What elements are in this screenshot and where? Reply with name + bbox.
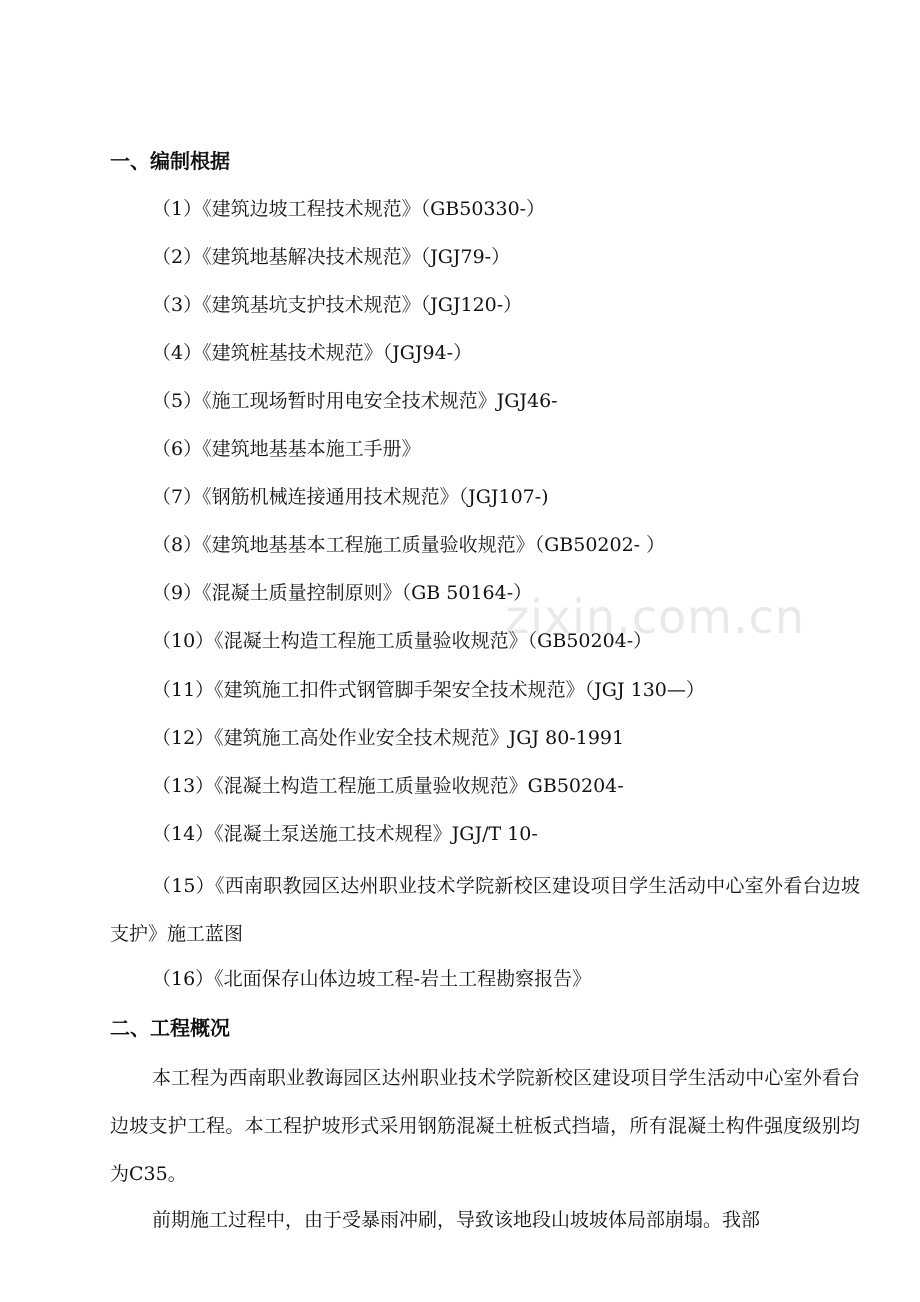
reference-item: （13）《混凝土构造工程施工质量验收规范》GB50204- bbox=[152, 775, 624, 797]
reference-item: （15）《西南职教园区达州职业技术学院新校区建设项目学生活动中心室外看台边坡支护》施工蓝图 bbox=[110, 875, 860, 945]
reference-item: （16）《北面保存山体边坡工程-岩土工程勘察报告》 bbox=[152, 968, 592, 990]
reference-item: （6）《建筑地基基本施工手册》 bbox=[152, 438, 421, 460]
reference-item: （8）《建筑地基基本工程施工质量验收规范》（GB50202- ） bbox=[152, 534, 666, 556]
body-paragraph: 本工程为西南职业教诲园区达州职业技术学院新校区建设项目学生活动中心室外看台边坡支护工程。本工程护坡形式采用钢筋混凝土桩板式挡墙，所有混凝土构件强度级别均为C35。 bbox=[110, 1067, 860, 1185]
reference-item: （10）《混凝土构造工程施工质量验收规范》（GB50204-） bbox=[152, 630, 653, 652]
watermark: zixin.com.cn bbox=[505, 590, 806, 644]
reference-item: （2）《建筑地基解决技术规范》（JGJ79-） bbox=[152, 246, 511, 268]
reference-item: （11）《建筑施工扣件式钢管脚手架安全技术规范》（JGJ 130—） bbox=[152, 679, 705, 701]
reference-item: （7）《钢筋机械连接通用技术规范》（JGJ107-) bbox=[152, 486, 549, 508]
reference-item: （14）《混凝土泵送施工技术规程》JGJ/T 10- bbox=[152, 823, 538, 845]
reference-item: （9）《混凝土质量控制原则》（GB 50164-） bbox=[152, 582, 533, 604]
reference-item: （5）《施工现场暂时用电安全技术规范》JGJ46- bbox=[152, 390, 558, 412]
section-heading-basis: 一、编制根据 bbox=[110, 149, 230, 173]
section-heading-overview: 二、工程概况 bbox=[110, 1016, 230, 1040]
reference-item: （1）《建筑边坡工程技术规范》（GB50330-） bbox=[152, 198, 546, 220]
reference-item: （12）《建筑施工高处作业安全技术规范》JGJ 80-1991 bbox=[152, 727, 625, 749]
reference-item: （3）《建筑基坑支护技术规范》（JGJ120-） bbox=[152, 294, 523, 316]
body-paragraph: 前期施工过程中，由于受暴雨冲刷，导致该地段山坡坡体局部崩塌。我部 bbox=[152, 1209, 761, 1231]
reference-item: （4）《建筑桩基技术规范》（JGJ94-） bbox=[152, 342, 473, 364]
